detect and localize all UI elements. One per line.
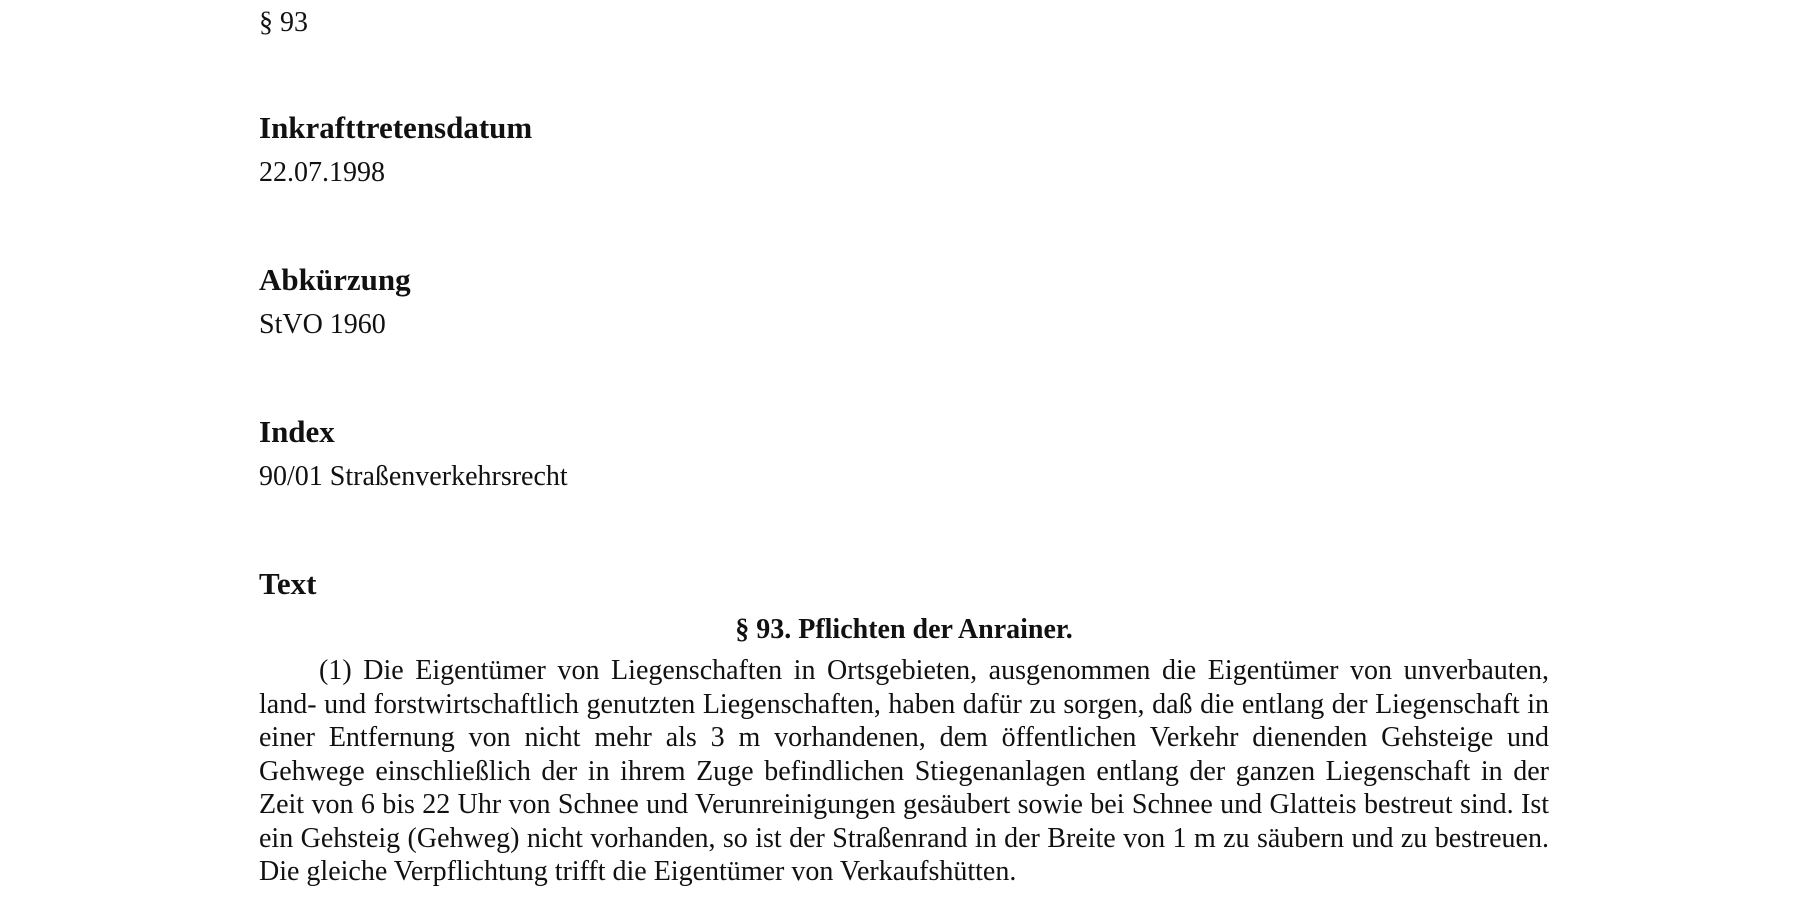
- section-text: [259, 564, 1549, 889]
- index-value: 90/01 Straßenverkehrsrecht: [259, 461, 568, 492]
- section-heading-index: Index: [259, 414, 335, 449]
- section-heading-abbreviation: Abkürzung: [259, 262, 411, 297]
- paragraph-body: (1) Die Eigentümer von Liegenschaften in Ortsgebieten, ausgenommen die Eigentümer von unverbauten, land- und forstwirtschaftlich genutzten Liegenschaften, haben dafür zu sorgen, daß die entlang der Liegenschaft in einer Entfernung von nicht mehr als 3 m vorhandenen, dem öffentlichen Verkehr dienenden Gehsteige und Gehwege einschließlich der in ihrem Zuge befindlichen Stiegenanlagen entlang der ganzen Liegenschaft in der Zeit von 6 bis 22 Uhr von Schnee und Verunreinigungen gesäubert sowie bei Schnee und Glatteis bestreut sind. Ist ein Gehsteig (Gehweg) nicht vorhanden, so ist der Straßenrand in der Breite von 1 m zu säubern und zu bestreuen. Die gleiche Verpflichtung trifft die Eigentümer von Verkaufshütten.: [259, 655, 1549, 887]
- paragraph-number: § 93: [259, 7, 308, 38]
- paragraph-title: § 93. Pflichten der Anrainer.: [735, 614, 1073, 645]
- section-abkuerzung: [259, 260, 1549, 344]
- section-heading-text: Text: [259, 566, 317, 601]
- section-index: [259, 412, 1549, 496]
- section-heading-date: Inkrafttretensdatum: [259, 110, 533, 145]
- abbreviation-value: StVO 1960: [259, 309, 386, 340]
- effective-date-value: 22.07.1998: [259, 157, 385, 188]
- section-inkrafttretensdatum: [259, 108, 1549, 192]
